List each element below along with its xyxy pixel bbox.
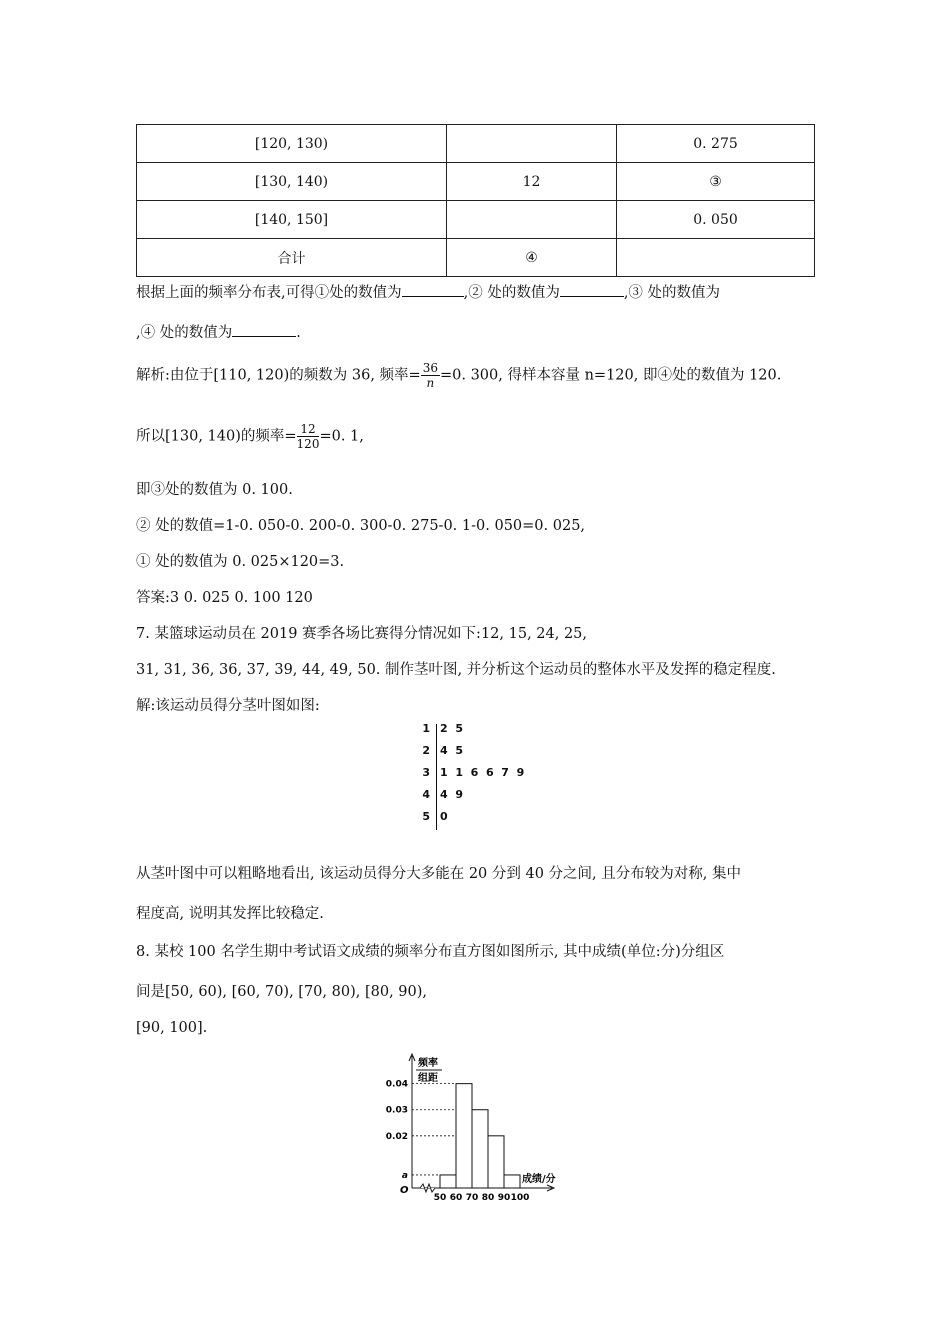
leaf-values: 1 1 6 6 7 9	[440, 766, 525, 779]
histogram-bar	[456, 1084, 472, 1188]
q6-solution-line3: 即③处的数值为 0. 100.	[136, 482, 293, 498]
histogram-bar	[440, 1175, 456, 1188]
histogram-bar	[472, 1110, 488, 1188]
x-tick-label: 70	[465, 1193, 479, 1203]
frequency-cell: 0. 050	[617, 201, 815, 239]
axis-break	[420, 1184, 435, 1192]
stem-leaf-row	[420, 788, 463, 801]
table-row	[137, 163, 815, 201]
x-axis-label: 成绩/分	[522, 1174, 556, 1185]
count-cell: ④	[447, 239, 617, 277]
count-cell	[447, 201, 617, 239]
leaf-values: 0	[440, 810, 448, 823]
q7-conclusion-line1: 从茎叶图中可以粗略地看出, 该运动员得分大多能在 20 分到 40 分之间, 且分布较为对称, 集中	[136, 866, 741, 882]
interval-cell: 合计	[137, 239, 447, 277]
stem-leaf-row	[420, 744, 463, 757]
leaf-values: 2 5	[440, 722, 463, 735]
stem-leaf-plot	[420, 722, 540, 834]
q6-solution-line5: ① 处的数值为 0. 025×120=3.	[136, 554, 345, 570]
interval-cell: [140, 150]	[137, 201, 447, 239]
q6-solution-line4: ② 处的数值=1-0. 050-0. 200-0. 300-0. 275-0. 1-0. 050=0. 025,	[136, 518, 586, 534]
stem-value: 5	[422, 810, 430, 823]
stem-leaf-row	[420, 766, 524, 779]
histogram-bar	[504, 1175, 520, 1188]
q6-question-line2: ,④ 处的数值为 .	[136, 325, 301, 341]
fraction-12-over-120: $\frac{12}{120}$	[296, 422, 320, 451]
stem-leaf-row	[420, 722, 463, 735]
answer-blank-2	[560, 296, 624, 297]
frequency-cell: 0. 275	[617, 125, 815, 163]
q6-solution-line2: 所以[130, 140)的频率= $\frac{12}{120}$ =0. 1,	[136, 422, 364, 451]
table-row	[137, 239, 815, 277]
interval-cell: [130, 140)	[137, 163, 447, 201]
q6-solution-line1: 解析:由位于[110, 120)的频数为 36, 频率= $\frac{36}{n}$ =0. 300, 得样本容量 n=120, 即④处的数值为 120.	[136, 361, 782, 390]
table-row	[137, 201, 815, 239]
y-tick-label: 0.03	[385, 1105, 408, 1116]
count-cell	[447, 125, 617, 163]
answer-blank-4	[232, 336, 296, 337]
stem-value: 4	[422, 788, 430, 801]
q7-conclusion-line2: 程度高, 说明其发挥比较稳定.	[136, 906, 324, 922]
count-cell: 12	[447, 163, 617, 201]
stem-value: 3	[422, 766, 430, 779]
x-tick-label: 50	[433, 1193, 447, 1203]
x-tick-label: 90	[497, 1193, 511, 1203]
answer-blank-1	[402, 296, 464, 297]
leaf-values: 4 9	[440, 788, 463, 801]
stem-leaf-row	[420, 810, 448, 823]
stem-value: 1	[422, 722, 430, 735]
q7-question-line1: 7. 某篮球运动员在 2019 赛季各场比赛得分情况如下:12, 15, 24, 25,	[136, 626, 588, 642]
interval-cell: [120, 130)	[137, 125, 447, 163]
q8-question-line3: [90, 100].	[136, 1020, 208, 1036]
y-axis-label-bottom: 组距	[418, 1073, 438, 1084]
q7-solution-intro: 解:该运动员得分茎叶图如图:	[136, 698, 320, 714]
table-row	[137, 125, 815, 163]
frequency-histogram	[380, 1046, 580, 1206]
q8-question-line2: 间是[50, 60), [60, 70), [70, 80), [80, 90),	[136, 984, 427, 1000]
x-tick-label: 80	[481, 1193, 495, 1203]
fraction-36-over-n: $\frac{36}{n}$	[422, 361, 438, 390]
y-tick-label: a	[401, 1170, 408, 1181]
origin-label: O	[400, 1185, 409, 1196]
leaf-values: 4 5	[440, 744, 463, 757]
q8-question-line1: 8. 某校 100 名学生期中考试语文成绩的频率分布直方图如图所示, 其中成绩(单位:分)分组区	[136, 944, 725, 960]
q6-answer: 答案:3 0. 025 0. 100 120	[136, 590, 313, 606]
frequency-cell: ③	[617, 163, 815, 201]
y-tick-label: 0.02	[385, 1131, 408, 1142]
y-tick-label: 0.04	[385, 1079, 408, 1090]
frequency-cell	[617, 239, 815, 277]
x-tick-label: 60	[449, 1193, 463, 1203]
frequency-table	[136, 124, 815, 277]
q6-question-line1: 根据上面的频率分布表,可得①处的数值为 ,② 处的数值为 ,③ 处的数值为	[136, 285, 721, 301]
q7-question-line2: 31, 31, 36, 36, 37, 39, 44, 49, 50. 制作茎叶图, 并分析这个运动员的整体水平及发挥的稳定程度.	[136, 662, 776, 678]
histogram-bar	[488, 1136, 504, 1188]
stem-value: 2	[422, 744, 430, 757]
x-tick-label: 100	[510, 1193, 530, 1203]
y-axis-label-top: 频率	[418, 1058, 438, 1069]
